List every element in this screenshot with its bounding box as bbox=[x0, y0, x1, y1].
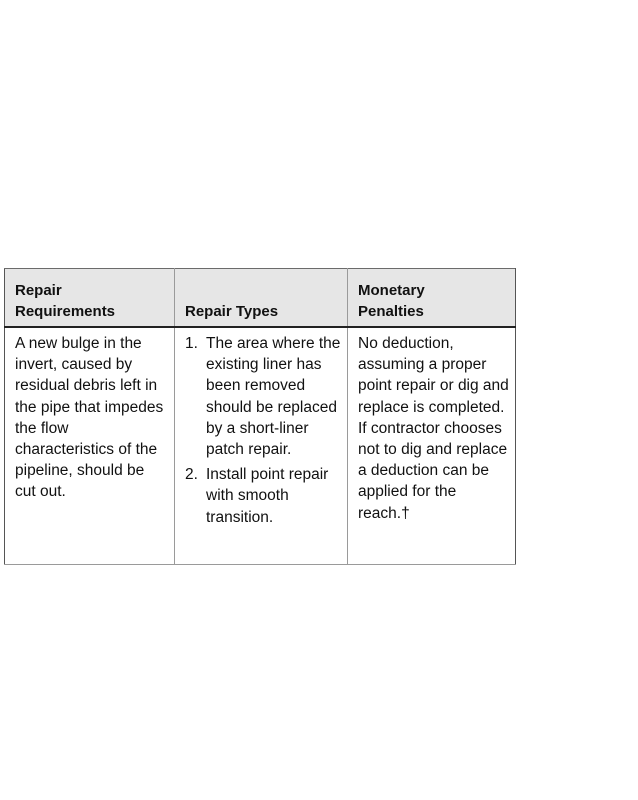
repair-requirements-text: A new bulge in the invert, caused by residual debris left in the pipe that impedes the flow characteristics of the pipeline, should be cut out. bbox=[15, 335, 164, 501]
header-repair-types bbox=[175, 269, 348, 328]
list-item-text: The area where the existing liner has been removed should be replaced by a short-liner patch repair. bbox=[206, 335, 341, 459]
header-repair-requirements bbox=[5, 269, 175, 328]
repair-table-container bbox=[4, 268, 515, 565]
list-item-number: 2. bbox=[185, 466, 198, 484]
repair-table bbox=[4, 268, 516, 565]
cell-repair-types bbox=[175, 327, 348, 564]
monetary-penalties-text: No deduction, assuming a proper point repair or dig and replace is completed. If contractor chooses not to dig and replace a deduction can be applied for the reach.† bbox=[358, 335, 509, 522]
header-repair-requirements-label: Repair Requirements bbox=[15, 282, 116, 320]
cell-repair-requirements bbox=[5, 327, 175, 564]
cell-monetary-penalties bbox=[348, 327, 516, 564]
list-item bbox=[185, 333, 341, 460]
header-repair-types-label: Repair Types bbox=[185, 303, 279, 320]
header-row bbox=[5, 269, 516, 328]
header-monetary-penalties-label: Monetary Penalties bbox=[358, 282, 425, 320]
repair-types-list bbox=[185, 333, 341, 528]
table-body bbox=[5, 327, 516, 564]
header-monetary-penalties bbox=[348, 269, 516, 328]
list-item bbox=[185, 464, 341, 528]
table-header bbox=[5, 269, 516, 328]
table-row bbox=[5, 327, 516, 564]
list-item-number: 1. bbox=[185, 335, 198, 352]
list-item-text: Install point repair with smooth transition. bbox=[206, 466, 329, 526]
